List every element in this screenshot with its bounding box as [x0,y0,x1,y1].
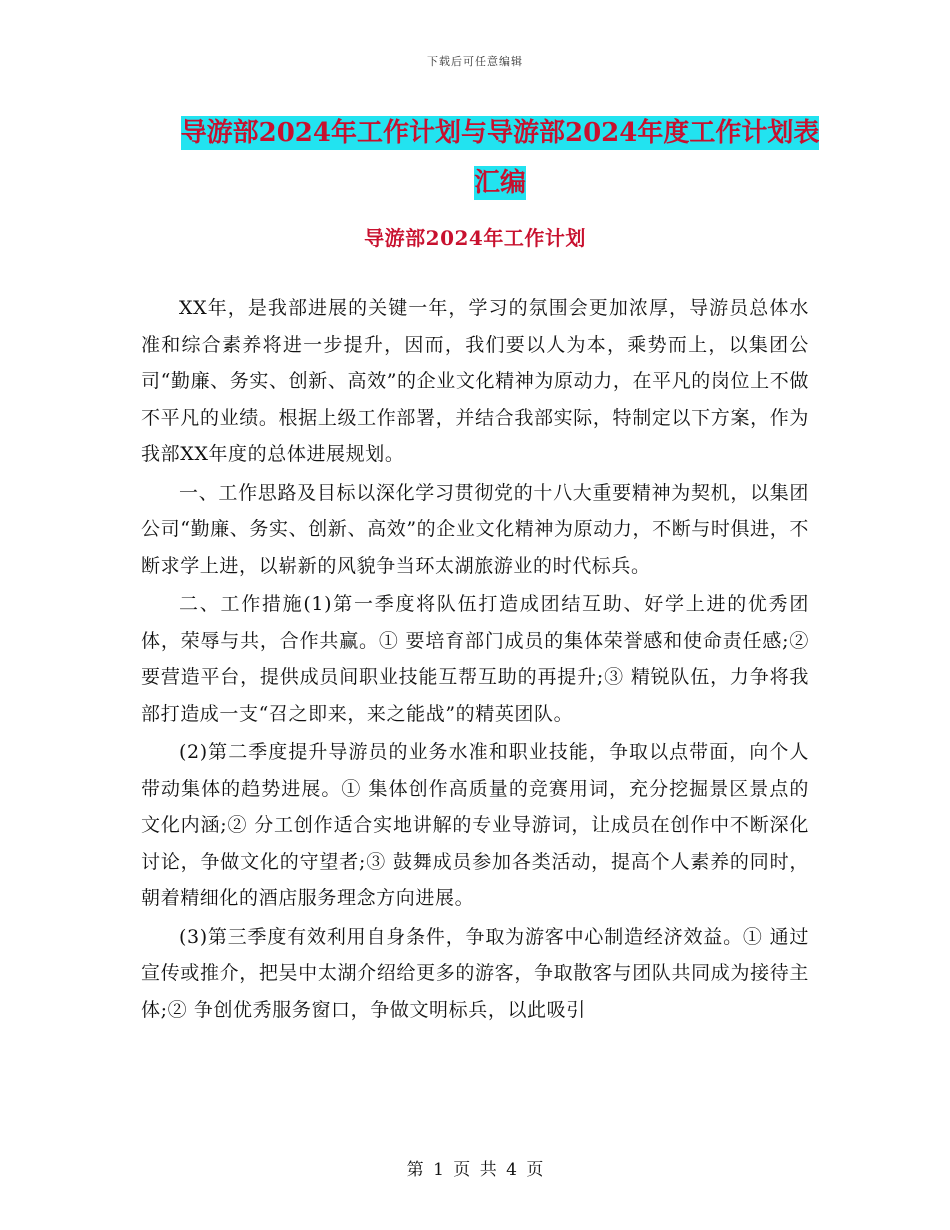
paragraph: (3)第三季度有效利用自身条件，争取为游客中心制造经济效益。① 通过宣传或推介，把吴中太湖介绍给更多的游客，争取散客与团队共同成为接待主体;② 争创优秀服务窗口，争做文明标兵，以此吸引 [141,925,809,1021]
paragraph: (2)第二季度提升导游员的业务水准和职业技能，争取以点带面，向个人带动集体的趋势进展。① 集体创作高质量的竞赛用词，充分挖掘景区景点的文化内涵;② 分工创作适合实地讲解的专业导游词，让成员在创作中不断深化讨论，争做文化的守望者;③ 鼓舞成员参加各类活动，提高个人素养的同时，朝着精细化的酒店服务理念方向进展。 [141,741,809,909]
document-body [141,290,809,1030]
paragraph: XX年，是我部进展的关键一年，学习的氛围会更加浓厚，导游员总体水准和综合素养将进一步提升，因而，我们要以人为本，乘势而上，以集团公司“勤廉、务实、创新、高效”的企业文化精神为原动力，在平凡的岗位上不做不平凡的业绩。根据上级工作部署，并结合我部实际，特制定以下方案，作为我部XX年度的总体进展规划。 [141,297,809,465]
section-title: 导游部2024年工作计划 [364,226,586,250]
paragraph: 二、工作措施(1)第一季度将队伍打造成团结互助、好学上进的优秀团体，荣辱与共，合作共赢。① 要培育部门成员的集体荣誉感和使命责任感;② 要营造平台，提供成员间职业技能互帮互助的再提升;③ 精锐队伍，力争将我部打造成一支“召之即来，来之能战”的精英团队。 [141,593,809,725]
page-number-footer: 第 1 页 共 4 页 [406,1160,544,1180]
paragraph: 一、工作思路及目标以深化学习贯彻党的十八大重要精神为契机，以集团公司“勤廉、务实、创新、高效”的企业文化精神为原动力，不断与时俱进，不断求学上进，以崭新的风貌争当环太湖旅游业的时代标兵。 [141,481,809,577]
document-title-text: 导游部2024年工作计划与导游部2024年度工作计划表汇编 [180,118,820,198]
header-note: 下载后可任意编辑 [427,55,523,68]
document-title [175,108,825,208]
